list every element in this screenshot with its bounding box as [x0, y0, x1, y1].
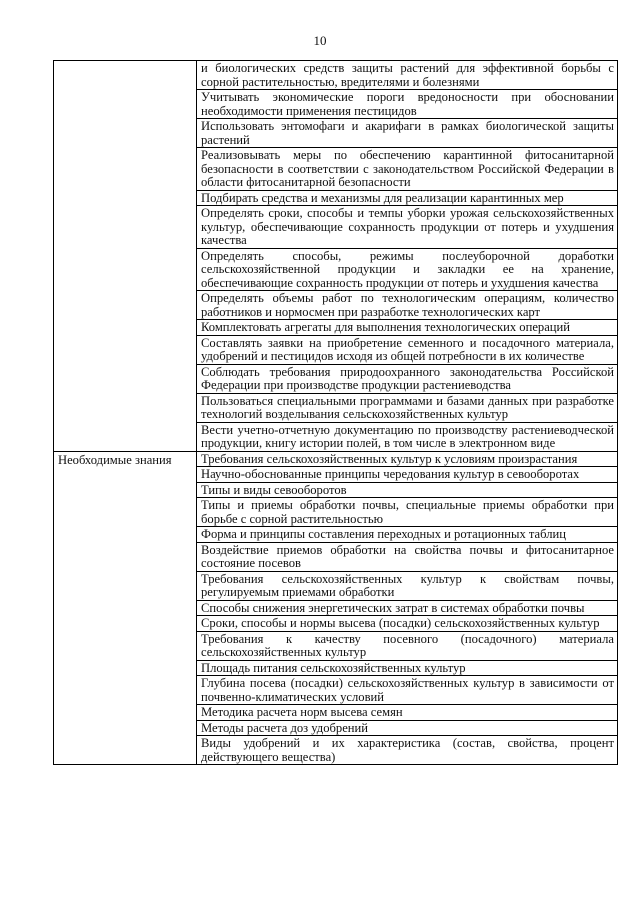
requirement-cell: [197, 542, 618, 571]
requirement-text: Типы и приемы обработки почвы, специальные приемы обработки при борьбе с сорной растительностью: [201, 498, 614, 526]
requirement-text: Глубина посева (посадки) сельскохозяйственных культур в зависимости от почвенно-климатических условий: [201, 676, 614, 704]
requirement-cell: [197, 148, 618, 191]
requirement-cell: [197, 482, 618, 498]
requirement-cell: [197, 206, 618, 249]
table-row: [54, 451, 618, 467]
requirement-text: Реализовывать меры по обеспечению карантинной фитосанитарной безопасности в соответствии с законодательством Российской Федерации в области фитосанитарной безопасности: [201, 148, 614, 189]
requirement-cell: [197, 527, 618, 543]
section-label-cell: [54, 61, 197, 452]
requirement-text: Использовать энтомофаги и акарифаги в рамках биологической защиты растений: [201, 119, 614, 147]
requirement-cell: [197, 451, 618, 467]
requirement-cell: [197, 600, 618, 616]
requirement-cell: [197, 571, 618, 600]
requirement-text: Типы и виды севооборотов: [201, 482, 347, 497]
requirement-text: Научно-обоснованные принципы чередования культур в севооборотах: [201, 467, 580, 481]
requirement-cell: [197, 705, 618, 721]
requirement-text: Определять объемы работ по технологическим операциям, количество работников и нормосмен при разработке технологических карт: [201, 291, 614, 319]
requirement-cell: [197, 61, 618, 90]
section-label-cell: [54, 451, 197, 765]
requirement-text: Вести учетно-отчетную документацию по производству растениеводческой продукции, книгу истории полей, в том числе в электронном виде: [201, 422, 614, 450]
requirement-text: Виды удобрений и их характеристика (состав, свойства, процент действующего вещества): [201, 736, 614, 764]
requirement-cell: [197, 90, 618, 119]
requirement-cell: [197, 467, 618, 483]
requirement-text: Составлять заявки на приобретение семенного и посадочного материала, удобрений и пестицидов исходя из общей потребности в их количестве: [201, 335, 614, 363]
requirement-text: Соблюдать требования природоохранного законодательства Российской Федерации при производстве продукции растениеводства: [201, 364, 614, 392]
requirement-text: Воздействие приемов обработки на свойства почвы и фитосанитарное состояние посевов: [201, 542, 614, 570]
requirement-cell: [197, 498, 618, 527]
requirement-cell: [197, 616, 618, 632]
requirement-cell: [197, 190, 618, 206]
requirement-cell: [197, 720, 618, 736]
page-number: 10: [313, 33, 327, 48]
requirement-cell: [197, 676, 618, 705]
requirements-table: [53, 60, 618, 765]
requirement-cell: [197, 631, 618, 660]
requirement-text: Определять способы, режимы послеуборочной доработки сельскохозяйственной продукции и закладки ее на хранение, обеспечивающие сохранность продукции от потерь и ухудшения качества: [201, 248, 614, 290]
requirement-cell: [197, 660, 618, 676]
requirement-cell: [197, 335, 618, 364]
requirement-text: Подбирать средства и механизмы для реализации карантинных мер: [201, 190, 564, 205]
requirement-text: Комплектовать агрегаты для выполнения технологических операций: [201, 320, 571, 334]
requirement-text: Требования сельскохозяйственных культур к условиям произрастания: [201, 451, 578, 466]
requirement-text: и биологических средств защиты растений для эффективной борьбы с сорной растительностью, вредителями и болезнями: [201, 61, 614, 89]
requirement-cell: [197, 393, 618, 422]
section-label: Необходимые знания: [58, 452, 172, 467]
requirement-cell: [197, 422, 618, 451]
requirement-text: Способы снижения энергетических затрат в системах обработки почвы: [201, 600, 585, 615]
requirement-text: Форма и принципы составления переходных и ротационных таблиц: [201, 527, 567, 541]
requirement-cell: [197, 320, 618, 336]
requirement-cell: [197, 291, 618, 320]
table-row: [54, 61, 618, 90]
requirement-cell: [197, 736, 618, 765]
table-body: [54, 61, 618, 765]
requirement-text: Требования к качеству посевного (посадочного) материала сельскохозяйственных культур: [201, 631, 614, 659]
requirement-cell: [197, 119, 618, 148]
requirement-text: Методы расчета доз удобрений: [201, 720, 369, 735]
requirement-text: Методика расчета норм высева семян: [201, 705, 403, 719]
requirement-text: Требования сельскохозяйственных культур к свойствам почвы, регулируемым приемами обработки: [201, 571, 614, 599]
requirement-text: Пользоваться специальными программами и базами данных при разработке технологий возделывания сельскохозяйственных культур: [201, 393, 614, 421]
requirement-text: Определять сроки, способы и темпы уборки урожая сельскохозяйственных культур, обеспечивающие сохранность продукции от потерь и ухудшения качества: [201, 206, 614, 247]
requirement-text: Площадь питания сельскохозяйственных культур: [201, 660, 466, 675]
requirement-cell: [197, 248, 618, 291]
requirement-text: Учитывать экономические пороги вредоносности при обосновании необходимости применения пестицидов: [201, 90, 614, 118]
requirement-cell: [197, 364, 618, 393]
requirement-text: Сроки, способы и нормы высева (посадки) сельскохозяйственных культур: [201, 616, 600, 630]
